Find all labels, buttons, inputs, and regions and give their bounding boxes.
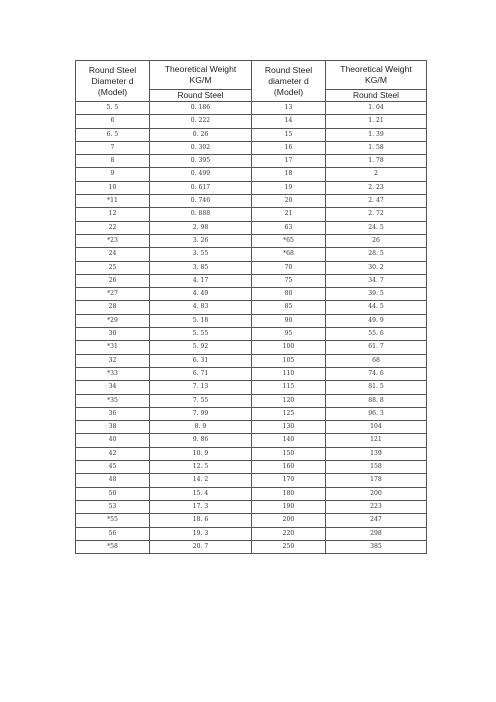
diameter-cell: 63: [252, 221, 326, 234]
weight-cell: 1. 58: [326, 141, 427, 154]
weight-cell: 24. 5: [326, 221, 427, 234]
diameter-cell: 130: [252, 421, 326, 434]
weight-cell: 158: [326, 461, 427, 474]
weight-cell: 49. 9: [326, 314, 427, 327]
table-row: [76, 248, 427, 261]
weight-cell: 12. 5: [150, 461, 252, 474]
header-line: (Model): [97, 86, 128, 97]
diameter-cell: *31: [76, 341, 150, 354]
diameter-cell: 56: [76, 527, 150, 540]
steel-weight-table-container: [75, 60, 426, 554]
diameter-cell: 70: [252, 261, 326, 274]
weight-cell: 0. 26: [150, 128, 252, 141]
diameter-cell: 115: [252, 381, 326, 394]
weight-cell: 15. 4: [150, 487, 252, 500]
weight-cell: 1. 39: [326, 128, 427, 141]
diameter-cell: 6: [76, 115, 150, 128]
weight-cell: 74. 6: [326, 367, 427, 380]
diameter-cell: 22: [76, 221, 150, 234]
diameter-cell: 85: [252, 301, 326, 314]
diameter-cell: 24: [76, 248, 150, 261]
diameter-cell: 140: [252, 434, 326, 447]
table-row: [76, 288, 427, 301]
header-theoretical-weight: [326, 61, 427, 90]
table-row: [76, 407, 427, 420]
weight-cell: 5. 92: [150, 341, 252, 354]
table-row: [76, 367, 427, 380]
diameter-cell: 190: [252, 500, 326, 513]
diameter-cell: 125: [252, 407, 326, 420]
weight-cell: 28. 5: [326, 248, 427, 261]
diameter-cell: 160: [252, 461, 326, 474]
weight-cell: 247: [326, 514, 427, 527]
diameter-cell: 13: [252, 102, 326, 115]
table-row: [76, 341, 427, 354]
diameter-cell: *27: [76, 288, 150, 301]
table-row: [76, 102, 427, 115]
table-row: [76, 128, 427, 141]
table-row: [76, 314, 427, 327]
diameter-cell: 10: [76, 181, 150, 194]
diameter-cell: 48: [76, 474, 150, 487]
weight-cell: 385: [326, 540, 427, 553]
table-row: [76, 168, 427, 181]
header-line: Round Steel: [264, 64, 313, 75]
diameter-cell: 28: [76, 301, 150, 314]
diameter-cell: 6. 5: [76, 128, 150, 141]
header-sub-round-steel: Round Steel: [326, 90, 427, 102]
diameter-cell: *35: [76, 394, 150, 407]
weight-cell: 178: [326, 474, 427, 487]
diameter-cell: 220: [252, 527, 326, 540]
weight-cell: 14. 2: [150, 474, 252, 487]
diameter-cell: 42: [76, 447, 150, 460]
diameter-cell: *33: [76, 367, 150, 380]
weight-cell: 17. 3: [150, 500, 252, 513]
table-row: [76, 500, 427, 513]
weight-cell: 6. 71: [150, 367, 252, 380]
weight-cell: 3. 26: [150, 234, 252, 247]
diameter-cell: 21: [252, 208, 326, 221]
table-row: [76, 195, 427, 208]
weight-cell: 8. 9: [150, 421, 252, 434]
weight-cell: 0. 888: [150, 208, 252, 221]
diameter-cell: 75: [252, 274, 326, 287]
diameter-cell: 17: [252, 155, 326, 168]
diameter-cell: *58: [76, 540, 150, 553]
table-header: [76, 61, 427, 102]
diameter-cell: 53: [76, 500, 150, 513]
header-line: (Model): [273, 86, 304, 97]
diameter-cell: 14: [252, 115, 326, 128]
table-row: [76, 208, 427, 221]
weight-cell: 0. 499: [150, 168, 252, 181]
weight-cell: 34. 7: [326, 274, 427, 287]
diameter-cell: 95: [252, 328, 326, 341]
weight-cell: 7. 99: [150, 407, 252, 420]
weight-cell: 6. 31: [150, 354, 252, 367]
weight-cell: 5. 18: [150, 314, 252, 327]
diameter-cell: *68: [252, 248, 326, 261]
diameter-cell: 120: [252, 394, 326, 407]
header-diameter-model: [252, 61, 326, 102]
weight-cell: 7. 13: [150, 381, 252, 394]
table-row: [76, 487, 427, 500]
header-line: KG/M: [365, 75, 387, 85]
diameter-cell: 8: [76, 155, 150, 168]
table-row: [76, 421, 427, 434]
diameter-cell: *11: [76, 195, 150, 208]
weight-cell: 2. 47: [326, 195, 427, 208]
diameter-cell: 12: [76, 208, 150, 221]
diameter-cell: 150: [252, 447, 326, 460]
table-row: [76, 461, 427, 474]
weight-cell: 61. 7: [326, 341, 427, 354]
weight-cell: 2: [326, 168, 427, 181]
table-row: [76, 221, 427, 234]
weight-cell: 18. 6: [150, 514, 252, 527]
diameter-cell: 30: [76, 328, 150, 341]
header-line: Theoretical Weight: [340, 64, 412, 74]
table-row: [76, 527, 427, 540]
diameter-cell: 80: [252, 288, 326, 301]
weight-cell: 0. 746: [150, 195, 252, 208]
weight-cell: 0. 222: [150, 115, 252, 128]
weight-cell: 7. 55: [150, 394, 252, 407]
weight-cell: 96. 3: [326, 407, 427, 420]
weight-cell: 0. 302: [150, 141, 252, 154]
table-row: [76, 234, 427, 247]
table-row: [76, 434, 427, 447]
diameter-cell: 15: [252, 128, 326, 141]
weight-cell: 104: [326, 421, 427, 434]
table-row: [76, 354, 427, 367]
weight-cell: 81. 5: [326, 381, 427, 394]
weight-cell: 1. 21: [326, 115, 427, 128]
weight-cell: 26: [326, 234, 427, 247]
diameter-cell: 110: [252, 367, 326, 380]
weight-cell: 2. 98: [150, 221, 252, 234]
weight-cell: 4. 83: [150, 301, 252, 314]
diameter-cell: 20: [252, 195, 326, 208]
table-row: [76, 447, 427, 460]
diameter-cell: 200: [252, 514, 326, 527]
table-row: [76, 394, 427, 407]
table-row: [76, 540, 427, 553]
diameter-cell: 50: [76, 487, 150, 500]
diameter-cell: 7: [76, 141, 150, 154]
weight-cell: 68: [326, 354, 427, 367]
weight-cell: 44. 5: [326, 301, 427, 314]
header-line: KG/M: [189, 75, 212, 85]
table-row: [76, 181, 427, 194]
weight-cell: 88. 8: [326, 394, 427, 407]
table-body: [76, 102, 427, 554]
weight-cell: 298: [326, 527, 427, 540]
diameter-cell: *29: [76, 314, 150, 327]
diameter-cell: 34: [76, 381, 150, 394]
header-line: Diameter d: [91, 75, 134, 86]
weight-cell: 55. 6: [326, 328, 427, 341]
weight-cell: 10. 9: [150, 447, 252, 460]
header-line: Round Steel: [88, 64, 137, 75]
header-line: Theoretical Weight: [164, 64, 237, 74]
weight-cell: 39. 5: [326, 288, 427, 301]
table-row: [76, 328, 427, 341]
diameter-cell: 32: [76, 354, 150, 367]
table-row: [76, 381, 427, 394]
weight-cell: 3. 85: [150, 261, 252, 274]
diameter-cell: *23: [76, 234, 150, 247]
weight-cell: 1. 04: [326, 102, 427, 115]
diameter-cell: 170: [252, 474, 326, 487]
weight-cell: 200: [326, 487, 427, 500]
steel-weight-table: [75, 60, 427, 554]
diameter-cell: 25: [76, 261, 150, 274]
weight-cell: 139: [326, 447, 427, 460]
header-theoretical-weight: [150, 61, 252, 90]
header-diameter-model: [76, 61, 150, 102]
weight-cell: 4. 17: [150, 274, 252, 287]
table-row: [76, 274, 427, 287]
table-row: [76, 261, 427, 274]
weight-cell: 3. 55: [150, 248, 252, 261]
diameter-cell: 38: [76, 421, 150, 434]
diameter-cell: 90: [252, 314, 326, 327]
diameter-cell: *55: [76, 514, 150, 527]
weight-cell: 0. 617: [150, 181, 252, 194]
table-row: [76, 474, 427, 487]
diameter-cell: 9: [76, 168, 150, 181]
diameter-cell: 18: [252, 168, 326, 181]
weight-cell: 5. 55: [150, 328, 252, 341]
weight-cell: 19. 3: [150, 527, 252, 540]
weight-cell: 1. 78: [326, 155, 427, 168]
diameter-cell: 180: [252, 487, 326, 500]
diameter-cell: 5. 5: [76, 102, 150, 115]
table-row: [76, 155, 427, 168]
table-row: [76, 301, 427, 314]
diameter-cell: 40: [76, 434, 150, 447]
diameter-cell: 105: [252, 354, 326, 367]
diameter-cell: 16: [252, 141, 326, 154]
diameter-cell: 100: [252, 341, 326, 354]
weight-cell: 2. 72: [326, 208, 427, 221]
diameter-cell: *65: [252, 234, 326, 247]
diameter-cell: 45: [76, 461, 150, 474]
header-line: diameter d: [268, 75, 309, 86]
diameter-cell: 19: [252, 181, 326, 194]
weight-cell: 4. 49: [150, 288, 252, 301]
table-row: [76, 514, 427, 527]
weight-cell: 2. 23: [326, 181, 427, 194]
weight-cell: 223: [326, 500, 427, 513]
weight-cell: 9. 86: [150, 434, 252, 447]
weight-cell: 121: [326, 434, 427, 447]
diameter-cell: 26: [76, 274, 150, 287]
table-row: [76, 141, 427, 154]
diameter-cell: 250: [252, 540, 326, 553]
weight-cell: 0. 395: [150, 155, 252, 168]
weight-cell: 30. 2: [326, 261, 427, 274]
weight-cell: 20. 7: [150, 540, 252, 553]
table-row: [76, 115, 427, 128]
header-row: [76, 61, 427, 90]
weight-cell: 0. 186: [150, 102, 252, 115]
diameter-cell: 36: [76, 407, 150, 420]
header-sub-round-steel: Round Steel: [150, 90, 252, 102]
